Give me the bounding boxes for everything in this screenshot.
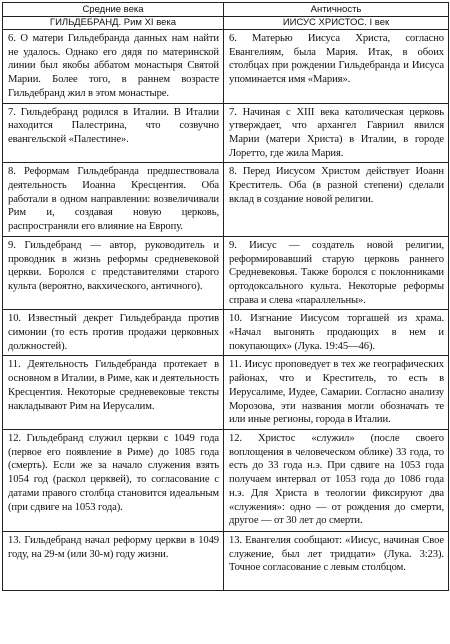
left-cell bbox=[3, 531, 224, 590]
right-cell-text: 11. Иисус проповедует в тех же географических районах, что и Креститель, то есть в Иерусалиме, Иудее, Самарии. Согласно анализу Морозова, эти названия могли обозначать те или иные регионы, города в Италии. bbox=[229, 359, 444, 426]
right-cell-text: 12. Христос «служил» (после своего воплощения в человеческом облике) 33 года, то есть до 33 года н.э. При сдвиге на 1053 года получаем интервал от 1053 года до 1086 года н.э. Для Христа в теологии фиксируют два «служения»: одно — от рождения до смерти, другое — от 30 лет до смерти. bbox=[229, 432, 444, 527]
table-row bbox=[3, 310, 449, 356]
right-cell bbox=[224, 531, 449, 590]
left-cell-text: 9. Гильдебранд — автор, руководитель и проводник в жизнь реформы средневековой церкви. Боролся с представителями старого культа (вероятно, вакхического, античного). bbox=[8, 239, 219, 292]
header-antiquity: Античность bbox=[224, 3, 449, 17]
right-cell bbox=[224, 30, 449, 104]
subheader-jesus: ИИСУС ХРИСТОС. I век bbox=[224, 17, 449, 30]
right-cell-text: 6. Матерью Иисуса Христа, согласно Евангелиям, была Мария. Итак, в обоих столбцах при рождении Гильдебранда и Иисуса упоминается имя «Мария». bbox=[229, 33, 444, 86]
left-cell bbox=[3, 30, 224, 104]
right-cell bbox=[224, 310, 449, 356]
table-row bbox=[3, 163, 449, 237]
left-cell-text: 7. Гильдебранд родился в Италии. В Италии находится Палестрина, что созвучно евангельской «Палестине». bbox=[8, 106, 219, 145]
left-cell bbox=[3, 163, 224, 237]
header-middle-ages: Средние века bbox=[3, 3, 224, 17]
comparison-page bbox=[2, 2, 448, 591]
subheader-gildebrand: ГИЛЬДЕБРАНД. Рим XI века bbox=[3, 17, 224, 30]
left-cell bbox=[3, 236, 224, 310]
comparison-table bbox=[2, 2, 449, 591]
table-row bbox=[3, 30, 449, 104]
table-row bbox=[3, 531, 449, 590]
table-row bbox=[3, 356, 449, 430]
left-cell bbox=[3, 103, 224, 163]
right-cell bbox=[224, 103, 449, 163]
table-row bbox=[3, 429, 449, 531]
right-cell-text: 10. Изгнание Иисусом торгашей из храма. «Начал выгонять продающих в нем и покупающих» (Лука. 19:45—46). bbox=[229, 313, 444, 352]
right-cell bbox=[224, 163, 449, 237]
left-cell-text: 10. Известный декрет Гильдебранда против симонии (то есть против продажи церковных должностей). bbox=[8, 313, 219, 352]
left-cell-text: 6. О матери Гильдебранда данных нам найти не удалось. Однако его дядя по материнской линии был якобы аббатом монастыря Святой Марии. Более того, в раннем возрасте Гильдебранд жил в этом монастыре. bbox=[8, 33, 219, 99]
right-cell bbox=[224, 236, 449, 310]
right-cell bbox=[224, 356, 449, 430]
right-cell bbox=[224, 429, 449, 531]
right-cell-text: 8. Перед Иисусом Христом действует Иоанн Креститель. Оба (в разной степени) сделали вклад в создание новой религии. bbox=[229, 166, 444, 205]
left-cell-text: 8. Реформам Гильдебранда предшествовала деятельность Иоанна Кресцентия. Оба работали в одном направлении: возвеличивали Рим и, создавая новую церковь, распространяли его влияние на Европу. bbox=[8, 166, 219, 233]
right-cell-text: 13. Евангелия сообщают: «Иисус, начиная Свое служение, был лет тридцати» (Лука. 3:23). Точное согласование с левым столбцом. bbox=[229, 534, 444, 574]
table-row bbox=[3, 103, 449, 163]
right-cell-text: 9. Иисус — создатель новой религии, реформировавший старую церковь раннего Средневековья. Также боролся с поклонниками ортодоксального культа. Некоторые реформы справа и слева «параллельны». bbox=[229, 239, 444, 306]
left-cell bbox=[3, 429, 224, 531]
left-cell-text: 11. Деятельность Гильдебранда протекает в основном в Италии, в Риме, как и деятельность Кресцентия. Некоторые средневековые тексты накладывают Рим на Иерусалим. bbox=[8, 359, 219, 412]
left-cell bbox=[3, 310, 224, 356]
table-row bbox=[3, 236, 449, 310]
left-cell-text: 12. Гильдебранд служил церкви с 1049 года (первое его появление в Риме) до 1085 года (смерть). Если же за начало служения взять 1054 год (раскол церквей), то согласование с датами правого столбца становится идеальным (при сдвиге на 1053 года). bbox=[8, 432, 219, 513]
left-cell bbox=[3, 356, 224, 430]
right-cell-text: 7. Начиная с XIII века католическая церковь утверждает, что архангел Гавриил явился Марии (матери Христа) в Италии, в городе Лоретто, где жила Мария. bbox=[229, 106, 444, 159]
left-cell-text: 13. Гильдебранд начал реформу церкви в 1049 году, на 29-м (или 30-м) году жизни. bbox=[8, 534, 219, 560]
